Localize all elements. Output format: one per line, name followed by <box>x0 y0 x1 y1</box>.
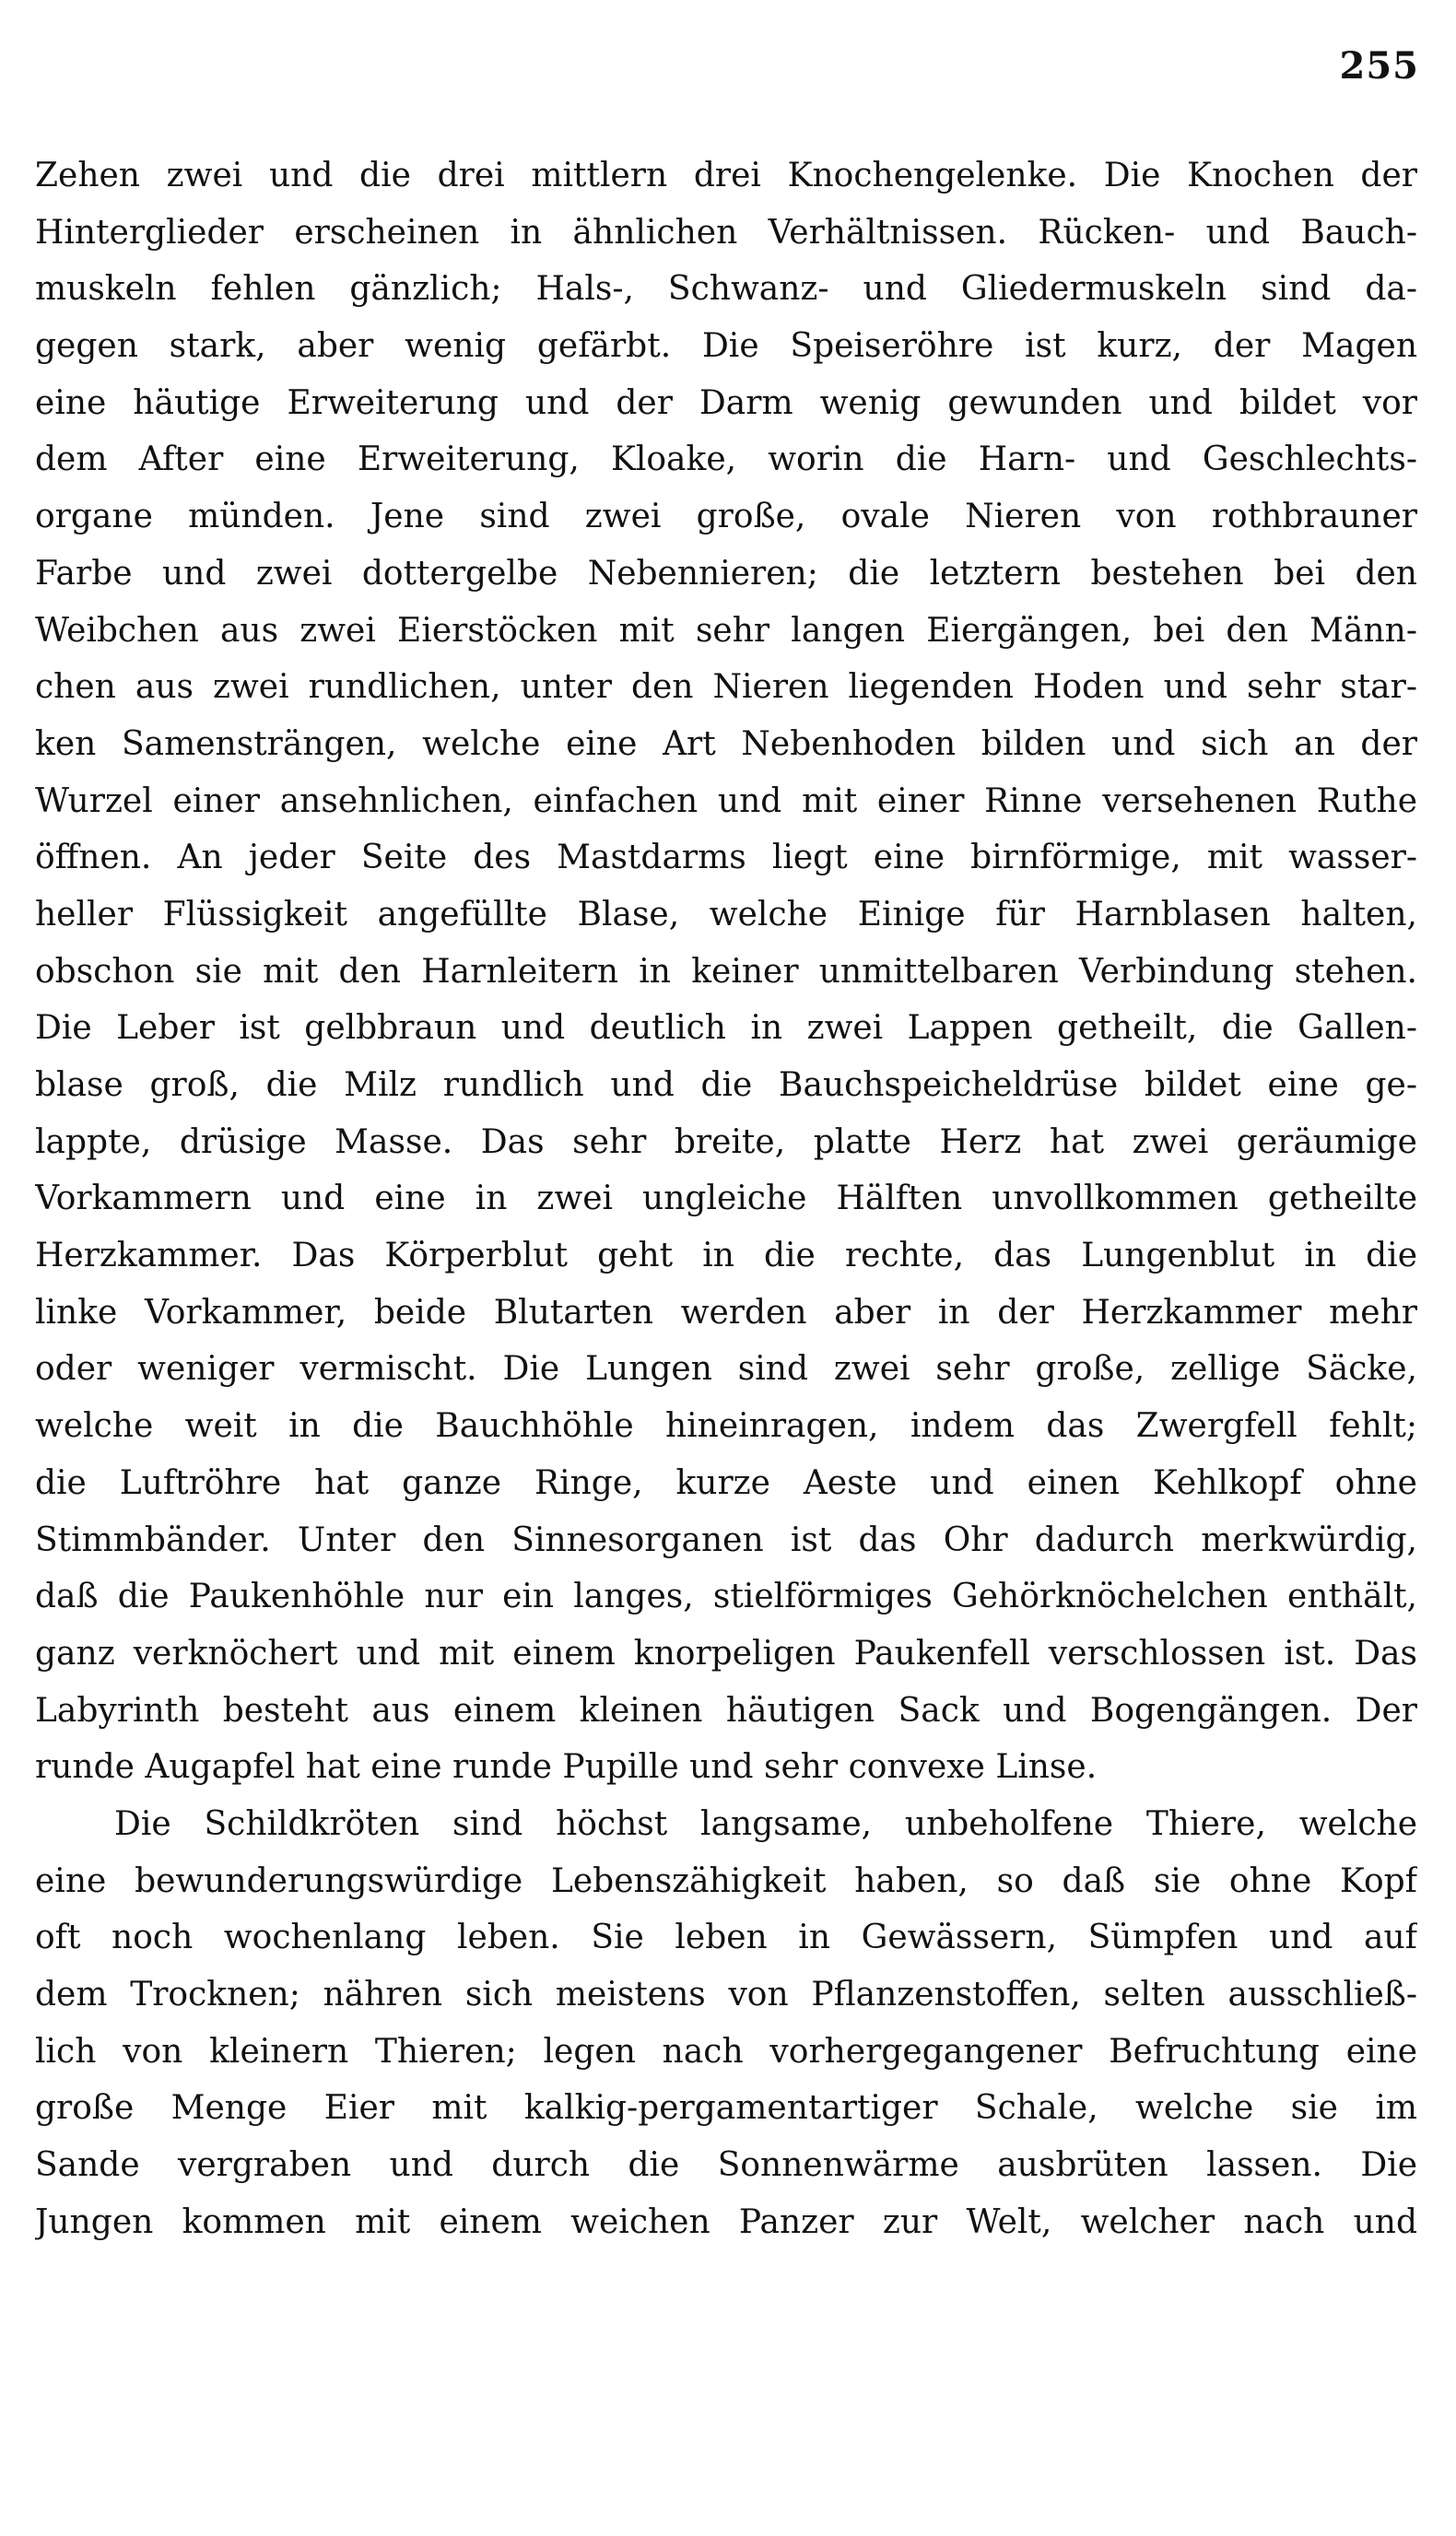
text-line: Wurzel einer ansehnlichen, einfachen und mit einer Rinne versehenen Ruthe <box>35 781 1417 820</box>
text-line: Labyrinth besteht aus einem kleinen häutigen Sack und Bogengängen. Der <box>35 1691 1417 1730</box>
body-text <box>35 147 1417 2250</box>
text-line: Farbe und zwei dottergelbe Nebennieren; die letztern bestehen bei den <box>35 554 1417 593</box>
text-line: chen aus zwei rundlichen, unter den Nieren liegenden Hoden und sehr star- <box>35 668 1417 707</box>
text-line: obschon sie mit den Harnleitern in keiner unmittelbaren Verbindung stehen. <box>35 952 1417 991</box>
text-line: runde Augapfel hat eine runde Pupille und sehr convexe Linse. <box>35 1748 1098 1787</box>
text-line: welche weit in die Bauchhöhle hineinragen, indem das Zwergfell fehlt; <box>35 1407 1417 1446</box>
text-line: Stimmbänder. Unter den Sinnesorganen ist das Ohr dadurch merkwürdig, <box>35 1520 1417 1559</box>
text-line: heller Flüssigkeit angefüllte Blase, welche Einige für Harnblasen halten, <box>35 895 1417 933</box>
text-line: Die Schildkröten sind höchst langsame, unbeholfene Thiere, welche <box>114 1804 1417 1843</box>
text-line: ganz verknöchert und mit einem knorpeligen Paukenfell verschlossen ist. Das <box>35 1634 1417 1673</box>
text-line: Herzkammer. Das Körperblut geht in die rechte, das Lungenblut in die <box>35 1237 1417 1275</box>
text-line: linke Vorkammer, beide Blutarten werden aber in der Herzkammer mehr <box>35 1293 1417 1332</box>
text-line: Die Leber ist gelbbraun und deutlich in zwei Lappen getheilt, die Gallen- <box>35 1009 1417 1048</box>
text-line: ken Samensträngen, welche eine Art Nebenhoden bilden und sich an der <box>35 724 1417 763</box>
text-line: öffnen. An jeder Seite des Mastdarms liegt eine birnförmige, mit wasser- <box>35 839 1417 877</box>
text-line: daß die Paukenhöhle nur ein langes, stielförmiges Gehörknöchelchen enthält, <box>35 1578 1417 1616</box>
text-line: oder weniger vermischt. Die Lungen sind zwei sehr große, zellige Säcke, <box>35 1350 1417 1389</box>
text-line: Weibchen aus zwei Eierstöcken mit sehr langen Eiergängen, bei den Männ- <box>35 611 1417 650</box>
text-line: eine bewunderungswürdige Lebenszähigkeit haben, so daß sie ohne Kopf <box>35 1861 1417 1900</box>
text-line: muskeln fehlen gänzlich; Hals-, Schwanz- und Gliedermuskeln sind da- <box>35 270 1417 309</box>
text-line: eine häutige Erweiterung und der Darm wenig gewunden und bildet vor <box>35 383 1417 422</box>
paragraph-behaviour <box>35 1796 1417 2251</box>
text-line: Jungen kommen mit einem weichen Panzer zur Welt, welcher nach und <box>35 2202 1417 2241</box>
text-line: blase groß, die Milz rundlich und die Bauchspeicheldrüse bildet eine ge- <box>35 1066 1417 1104</box>
page-number: 255 <box>1339 44 1419 88</box>
text-line: Vorkammern und eine in zwei ungleiche Hälften unvollkommen getheilte <box>35 1180 1417 1218</box>
text-line: dem After eine Erweiterung, Kloake, worin die Harn- und Geschlechts- <box>35 440 1417 479</box>
text-line: Hinterglieder erscheinen in ähnlichen Verhältnissen. Rücken- und Bauch- <box>35 213 1417 252</box>
text-line: die Luftröhre hat ganze Ringe, kurze Aeste und einen Kehlkopf ohne <box>35 1463 1417 1502</box>
text-line: Sande vergraben und durch die Sonnenwärme ausbrüten lassen. Die <box>35 2146 1417 2185</box>
text-line: lich von kleinern Thieren; legen nach vorhergegangener Befruchtung eine <box>35 2032 1417 2071</box>
text-line: Zehen zwei und die drei mittlern drei Knochengelenke. Die Knochen der <box>35 157 1417 194</box>
paragraph-anatomy <box>35 147 1417 1796</box>
text-line: dem Trocknen; nähren sich meistens von Pflanzenstoffen, selten ausschließ- <box>35 1976 1417 2014</box>
text-line: organe münden. Jene sind zwei große, ovale Nieren von rothbrauner <box>35 498 1417 536</box>
text-line: oft noch wochenlang leben. Sie leben in Gewässern, Sümpfen und auf <box>35 1919 1417 1957</box>
text-line: große Menge Eier mit kalkig-pergamentartiger Schale, welche sie im <box>35 2089 1417 2128</box>
text-line: lappte, drüsige Masse. Das sehr breite, platte Herz hat zwei geräumige <box>35 1122 1417 1161</box>
text-line: gegen stark, aber wenig gefärbt. Die Speiseröhre ist kurz, der Magen <box>35 327 1417 366</box>
